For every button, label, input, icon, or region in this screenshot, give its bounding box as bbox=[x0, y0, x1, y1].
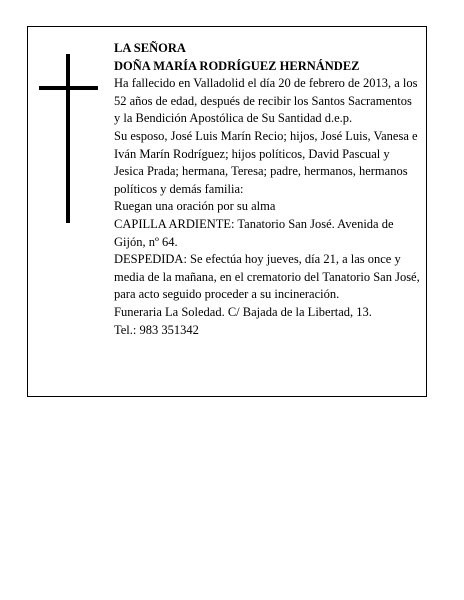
prayer-request: Ruegan una oración por su alma bbox=[114, 199, 276, 214]
death-announcement: Ha fallecido en Valladolid el día 20 de febrero de 2013, a los 52 años de edad, después de recibir los Santos Sacramentos y la Bendición Apostólica de Su Santidad d.e.p. bbox=[114, 76, 418, 126]
funeral-home-info: Funeraria La Soledad. C/ Bajada de la Libertad, 13. bbox=[114, 304, 372, 319]
family-list: Su esposo, José Luis Marín Recio; hijos, José Luis, Vanesa e Iván Marín Rodríguez; hijos políticos, David Pascual y Jesica Prada; hermana, Teresa; padre, hermanos, hermanos políticos y demás familia: bbox=[114, 128, 418, 196]
notice-text bbox=[114, 40, 420, 339]
notice-title-line1: LA SEÑORA bbox=[114, 41, 186, 55]
deceased-name: DOÑA MARÍA RODRÍGUEZ HERNÁNDEZ bbox=[114, 58, 360, 73]
obituary-notice bbox=[27, 26, 427, 397]
cross-vertical-bar bbox=[66, 54, 70, 223]
phone-info: Tel.: 983 351342 bbox=[114, 322, 199, 337]
chapel-info: CAPILLA ARDIENTE: Tanatorio San José. Avenida de Gijón, nº 64. bbox=[114, 216, 394, 249]
cross-horizontal-bar bbox=[39, 86, 98, 90]
farewell-info: DESPEDIDA: Se efectúa hoy jueves, día 21, a las once y media de la mañana, en el crematorio del Tanatorio San José, para acto seguido proceder a su incineración. bbox=[114, 252, 420, 302]
